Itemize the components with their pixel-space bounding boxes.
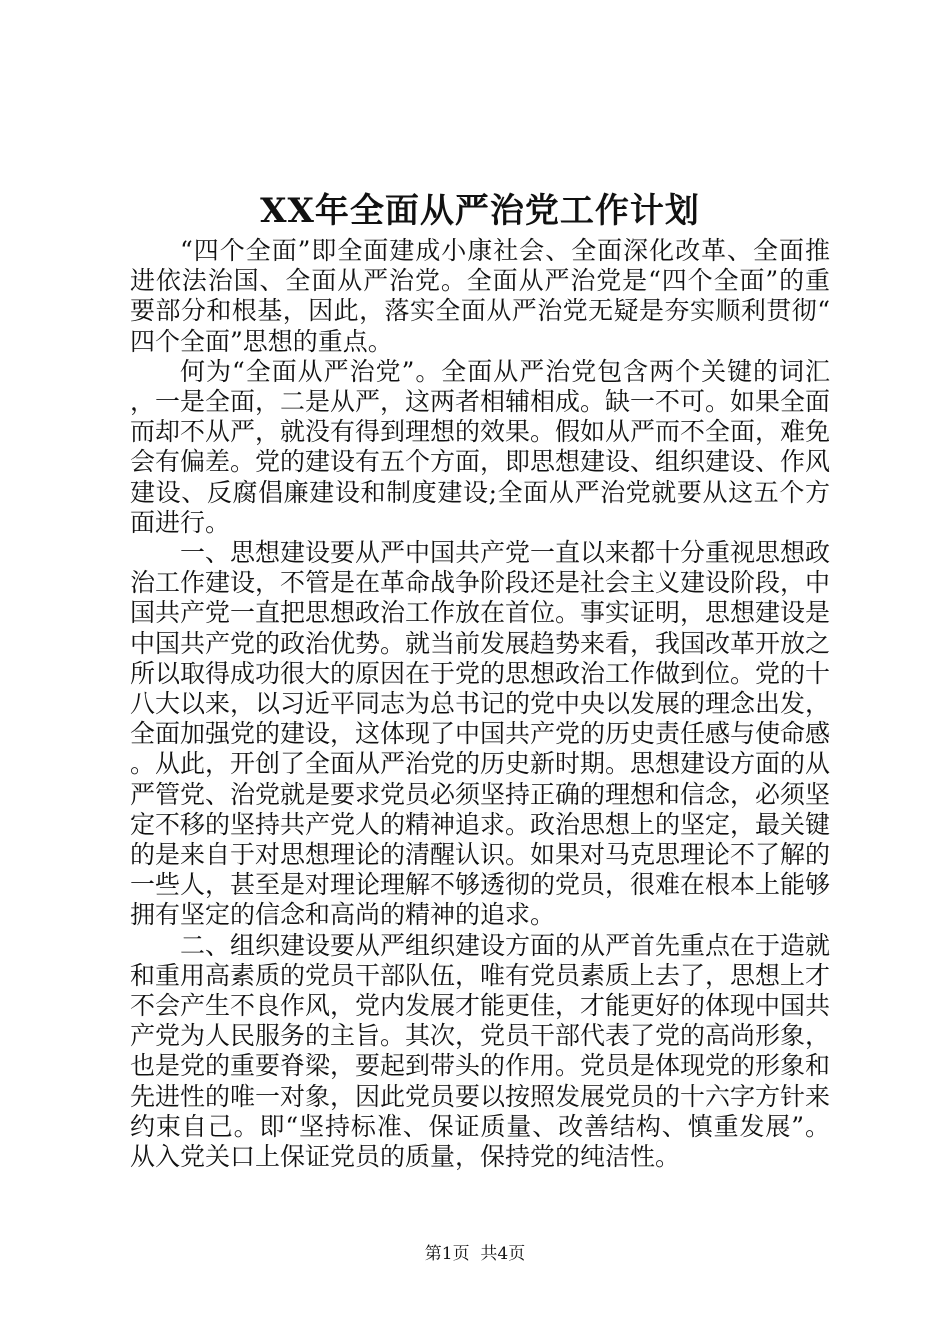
page-footer	[0, 1242, 950, 1266]
page-number: 第1页	[424, 1244, 470, 1264]
paragraph-definition: 何为“全面从严治党”。全面从严治党包含两个关键的词汇，一是全面，二是从严，这两者相辅相成。缺一不可。如果全面而却不从严，就没有得到理想的效果。假如从严而不全面，难免会有偏差。党的建设有五个方面，即思想建设、组织建设、作风建设、反腐倡廉建设和制度建设;全面从严治党就要从这五个方面进行。	[130, 356, 831, 537]
document-body	[130, 236, 830, 1172]
paragraph-organization: 二、组织建设要从严组织建设方面的从严首先重点在于造就和重用高素质的党员干部队伍，唯有党员素质上去了，思想上才不会产生不良作风，党内发展才能更佳，才能更好的体现中国共产党为人民服务的主旨。其次，党员干部代表了党的高尚形象，也是党的重要脊梁，要起到带头的作用。党员是体现党的形象和先进性的唯一对象，因此党员要以按照发展党员的十六字方针来约束自己。即“坚持标准、保证质量、改善结构、慎重发展”。从入党关口上保证党员的质量，保持党的纯洁性。	[130, 930, 831, 1172]
paragraph-intro: “四个全面”即全面建成小康社会、全面深化改革、全面推进依法治国、全面从严治党。全面从严治党是“四个全面”的重要部分和根基，因此，落实全面从严治党无疑是夯实顺利贯彻“四个全面”思想的重点。	[130, 236, 830, 356]
document-title: XX年全面从严治党工作计划	[260, 191, 700, 231]
paragraph-ideology: 一、思想建设要从严中国共产党一直以来都十分重视思想政治工作建设，不管是在革命战争阶段还是社会主义建设阶段，中国共产党一直把思想政治工作放在首位。事实证明，思想建设是中国共产党的政治优势。就当前发展趋势来看，我国改革开放之所以取得成功很大的原因在于党的思想政治工作做到位。党的十八大以来，以习近平同志为总书记的党中央以发展的理念出发，全面加强党的建设，这体现了中国共产党的历史责任感与使命感。从此，开创了全面从严治党的历史新时期。思想建设方面的从严管党、治党就是要求党员必须坚持正确的理想和信念，必须坚定不移的坚持共产党人的精神追求。政治思想上的坚定，最关键的是来自于对思想理论的清醒认识。如果对马克思理论不了解的一些人，甚至是对理论理解不够透彻的党员，很难在根本上能够拥有坚定的信念和高尚的精神的追求。	[130, 538, 831, 930]
page-total: 共4页	[480, 1244, 526, 1264]
